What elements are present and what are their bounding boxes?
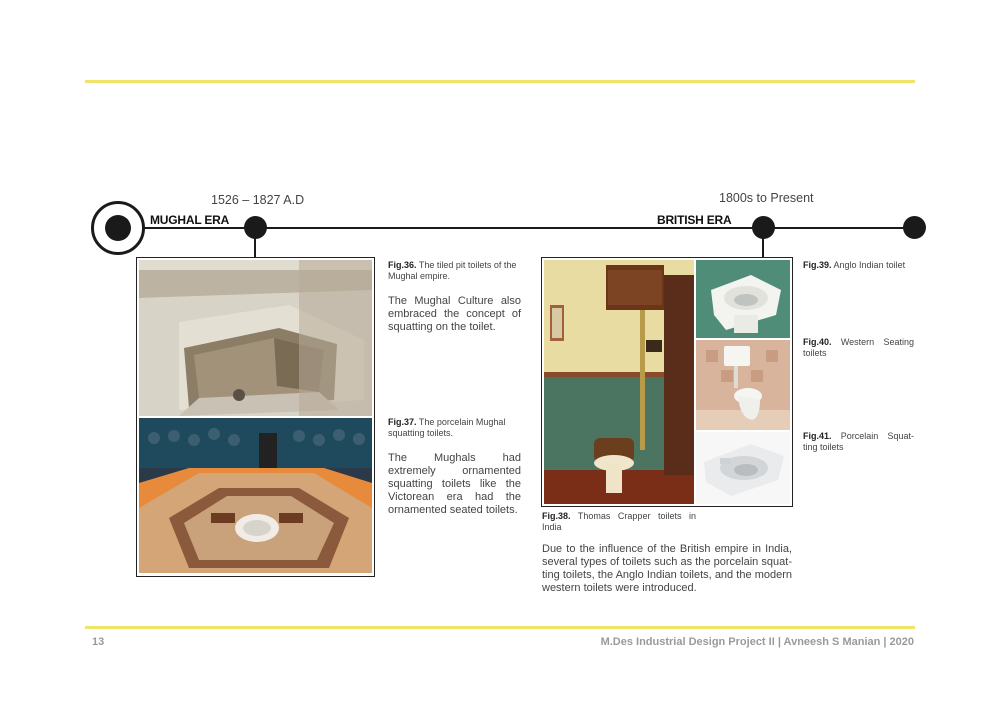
fig41-caption: Fig.41. Porcelain Squat-ting toilets [803, 431, 914, 452]
timeline-node-mughal [244, 216, 267, 239]
british-era-dates: 1800s to Present [719, 191, 814, 205]
timeline-start-marker [91, 201, 145, 255]
fig41-porcelain-squatting-toilet-photo [696, 432, 790, 504]
british-photo-frame [541, 257, 793, 507]
british-connector [762, 238, 764, 258]
fig37-caption: Fig.37. The porcelain Mughal squatting toilets. [388, 417, 506, 438]
fig36-caption: Fig.36. The tiled pit toilets of the Mughal empire. [388, 260, 517, 281]
timeline-node-british [752, 216, 775, 239]
fig40-western-seating-toilet-photo [696, 340, 790, 430]
page-number: 13 [92, 636, 105, 648]
fig37-mughal-porcelain-toilet-photo [139, 418, 372, 573]
timeline-line [118, 227, 916, 229]
mughal-paragraph-1: The Mughal Culture also embraced the concept of squatting on the toilet. [388, 295, 521, 333]
fig38-thomas-crapper-toilet-photo [544, 260, 694, 504]
british-paragraph: Due to the influence of the British empire in India, several types of toilets such as the porcelain squat-ting toilets, the Anglo Indian toilets, and the modern western toilets were introduced. [542, 543, 792, 594]
mughal-era-dates: 1526 – 1827 A.D [211, 193, 305, 207]
mughal-paragraph-2: The Mughals had extremely ornamented squatting toilets like the Victorean era had the ornamented seated toilets. [388, 452, 521, 516]
mughal-connector [254, 238, 256, 258]
fig38-caption: Fig.38. Thomas Crapper toilets in India [542, 511, 697, 532]
fig39-caption: Fig.39. Anglo Indian toilet [803, 260, 906, 270]
timeline-end-node [903, 216, 926, 239]
bottom-accent-rule [85, 626, 915, 629]
fig40-caption: Fig.40. Western Seating toilets [803, 337, 914, 358]
footer-credit: M.Des Industrial Design Project II | Avneesh S Manian | 2020 [600, 636, 914, 648]
fig36-tiled-pit-toilet-photo [139, 260, 372, 416]
british-era-label: BRITISH ERA [657, 213, 732, 227]
mughal-era-label: MUGHAL ERA [150, 213, 230, 227]
mughal-photo-frame [136, 257, 375, 577]
fig39-anglo-indian-toilet-photo [696, 260, 790, 338]
top-accent-rule [85, 80, 915, 83]
